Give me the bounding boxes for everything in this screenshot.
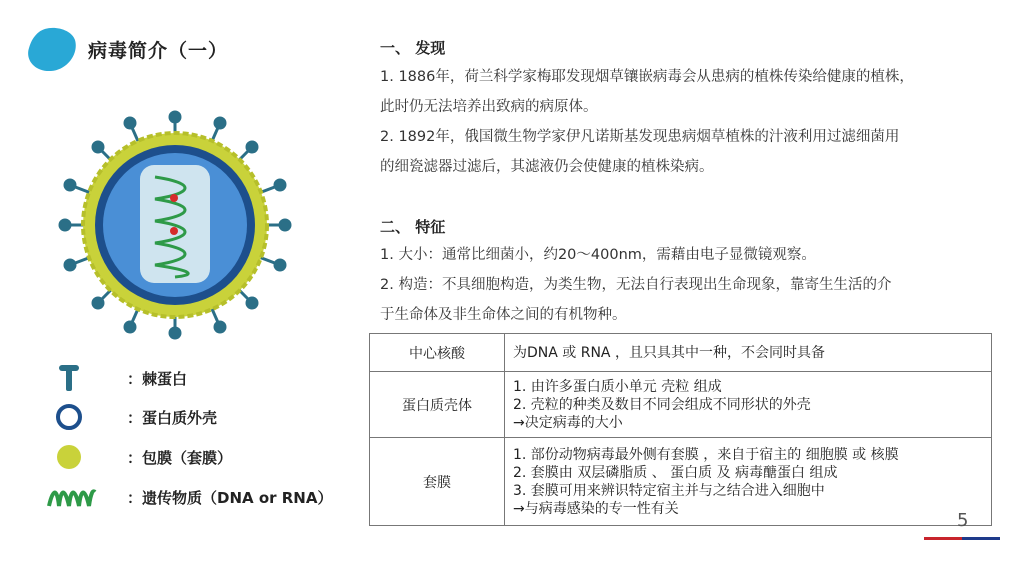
table-row <box>370 334 992 372</box>
table-row <box>370 372 992 438</box>
table-line: 为DNA 或 RNA ，且只具其中一种，不会同时具备 <box>513 344 825 361</box>
legend-label: ：蛋白质外壳 <box>127 408 218 427</box>
text-line: 2. 构造：不具细胞构造，为类生物，无法自行表现出生命现象，靠寄生生活的介 <box>380 277 892 293</box>
table-line: →与病毒感染的专一性有关 <box>513 500 679 517</box>
legend-item-envelope <box>45 442 233 472</box>
capsid-ring-icon <box>45 402 97 432</box>
nucleic-marker <box>170 227 178 235</box>
legend-item-genetic <box>45 482 333 512</box>
legend-label: ：包膜（套膜） <box>127 448 233 467</box>
table-line: 1. 部份动物病毒最外侧有套膜 ，来自于宿主的 细胞膜 或 核膜 <box>513 446 899 463</box>
table-row <box>370 438 992 526</box>
text-line: 1. 1886年，荷兰科学家梅耶发现烟草镶嵌病毒会从患病的植株传染给健康的植株， <box>380 69 914 85</box>
table-value-cell <box>505 334 992 372</box>
accent-bar-red <box>924 537 962 540</box>
section-discovery-text <box>380 62 914 182</box>
section-discovery-heading: 一、 发现 <box>380 39 446 57</box>
table-value-cell <box>505 372 992 438</box>
table-key-cell: 蛋白质壳体 <box>370 372 505 438</box>
section-features-heading: 二、 特征 <box>380 218 446 236</box>
page-title: 病毒简介（一） <box>88 40 229 62</box>
table-line: 2. 套膜由 双层磷脂质 、 蛋白质 及 病毒醣蛋白 组成 <box>513 464 838 481</box>
text-line: 1. 大小：通常比细菌小，约20～400nm，需藉由电子显微镜观察。 <box>380 247 816 263</box>
table-line: 3. 套膜可用来辨识特定宿主并与之结合进入细胞中 <box>513 482 825 499</box>
table-key-cell: 套膜 <box>370 438 505 526</box>
text-line: 于生命体及非生命体之间的有机物种。 <box>380 307 627 323</box>
text-line: 此时仍无法培养出致病的病原体。 <box>380 99 598 115</box>
nucleic-marker <box>170 194 178 202</box>
table-key-cell: 中心核酸 <box>370 334 505 372</box>
table-line: →决定病毒的大小 <box>513 414 623 431</box>
accent-bar-blue <box>962 537 1000 540</box>
table-line: 2. 壳粒的种类及数目不同会组成不同形状的外壳 <box>513 396 811 413</box>
text-line: 的细瓷滤器过滤后，其滤液仍会使健康的植株染病。 <box>380 159 714 175</box>
title-blob-icon <box>27 26 77 72</box>
table-line: 1. 由许多蛋白质小单元 壳粒 组成 <box>513 378 722 395</box>
table-value-cell <box>505 438 992 526</box>
virus-diagram <box>40 105 310 345</box>
legend-item-capsid <box>45 402 218 432</box>
section-features-text <box>380 240 891 330</box>
legend-label: ：遗传物质（DNA or RNA） <box>127 488 333 507</box>
spike-protein-icon <box>45 363 97 393</box>
text-line: 2. 1892年，俄国微生物学家伊凡诺斯基发现患病烟草植株的汁液利用过滤细菌用 <box>380 129 900 145</box>
structure-table <box>369 333 992 526</box>
legend-label: ：棘蛋白 <box>127 369 188 388</box>
genetic-material-icon <box>45 482 97 512</box>
page-number: 5 <box>957 510 969 531</box>
legend-item-spike <box>45 363 188 393</box>
envelope-dot-icon <box>45 442 97 472</box>
